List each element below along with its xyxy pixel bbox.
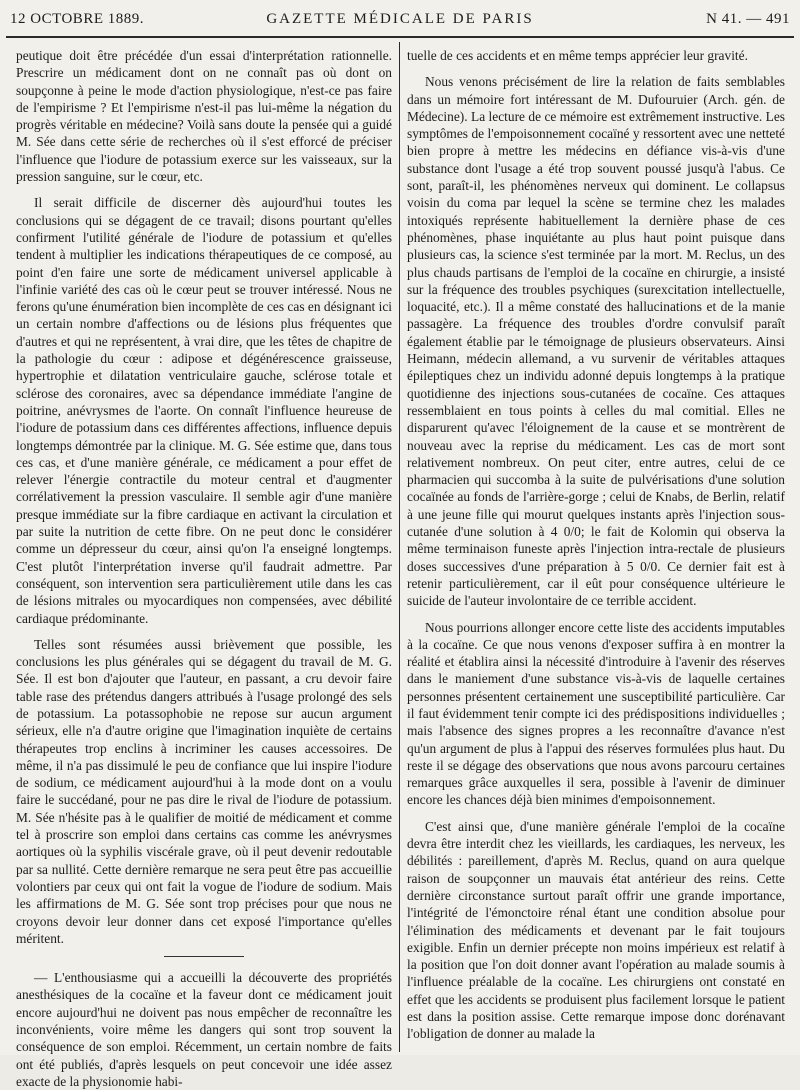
- paragraph-cocaine-intro: — L'enthousiasme qui a accueilli la découverte des propriétés anesthésiques de la cocaïne et la faveur dont ce médicament jouit encore aujourd'hui ne doivent pas nous empêcher de reconnaître les inconvénients, voire même les dangers qui sont trop souvent la conséquence de son emploi. Récemment, un certain nombre de faits ont été publiés, d'après lesquels on peut concevoir une idée assez exacte de la physionomie habi-: [16, 970, 392, 1089]
- journal-title: GAZETTE MÉDICALE DE PARIS: [266, 11, 534, 27]
- right-column: [407, 47, 785, 1047]
- paragraph-contraindications: C'est ainsi que, d'une manière générale l'emploi de la cocaïne devra être interdit chez les vieillards, les cardiaques, les nerveux, les débilités : pareillement, d'après M. Reclus, quand on aura quelque raison de soupçonner un mauvais état antérieur des reins. Cette dernière circonstance surtout paraît offrir une grande importance, l'intégrité de l'émonctoire rénal étant une condition absolue pour l'élimination des médicaments et devenant par le fait toujours exigible. Enfin un dernier précepte non moins impérieux est relatif à la position que l'on doit donner avant l'opération au malade soumis à l'influence préalable de la cocaïne. Les chirurgiens ont constaté en effet que les accidents se produisent plus facilement lorsque le patient est dans la position assise. Cette remarque impose donc dorénavant l'obligation de donner au malade la: [407, 818, 785, 1042]
- left-column: [16, 47, 392, 1089]
- paragraph-continuation: tuelle de ces accidents et en même temps apprécier leur gravité.: [407, 48, 748, 63]
- page-header: [10, 9, 790, 29]
- header-rule: [6, 36, 794, 38]
- issue-and-page-number: N 41. — 491: [706, 11, 790, 27]
- paragraph-iodide-indications: Il serait difficile de discerner dès aujourd'hui toutes les conclusions qui se dégagent de ce travail; disons pourtant qu'elles confirment l'utilité générale de l'iodure de potassium et qu'elles tendent à multiplier les indications thérapeutiques de ce composé, au point d'en faire une sorte de médicament universel applicable à l'infinie variété des cas où le cœur peut se trouver intéressé. Nous ne ferons qu'une énumération bien incomplète de ces cas en désignant ici un certain nombre d'affections ou de lésions plus fréquentes que d'autres et qui ne représentent, à vrai dire, que les têtes de chapitre de la pathologie du cœur : adipose et dégénérescence graisseuse, hypertrophie et dilatation ventriculaire gauche, sclérose totale et sclérose des coronaires, avec sa dépendance immédiate l'angine de poitrine, anévrysmes de l'aorte. On connaît l'influence heureuse de l'iodure de potassium dans ces différentes affections, influence depuis longtemps démontrée par la clinique. M. G. Sée estime que, dans tous ces cas, et d'une manière générale, ce médicament a pour effet de relever l'énergie contractile du moteur central et d'augmenter corrélativement la pression vasculaire. Il semble agir d'une manière presque immédiate sur la fibre cardiaque en activant la circulation et par suite la nutrition de cette fibre. On ne peut donc le considérer comme un dépresseur du cœur, ainsi qu'on l'a enseigné longtemps. C'est plutôt l'interprétation inverse qu'il faudrait admettre. Par conséquent, son intervention sera particulièrement utile dans les cas de lésions mitrales ou myocardiques non compensées, avec débilité cardiaque prédominante.: [16, 195, 392, 626]
- paragraph-conclusions: Telles sont résumées aussi brièvement que possible, les conclusions les plus générales qui se dégagent du travail de M. G. Sée. Il est bon d'ajouter que l'auteur, en passant, a cru devoir faire table rase des prétendus dangers attribués à l'usage prolongé des sels de potassium. La potassophobie ne repose sur aucun argument sérieux, elle n'a d'autre origine que l'imagination inquiète de certains thérapeutes trop enclins à incriminer les causes accessoires. De même, il n'a pas dissimulé le peu de confiance que lui inspire l'iodure de sodium, ce médicament aujourd'hui à la mode dont on a voulu faire le succédané, pour ne pas dire le rival de l'iodure de potassium. M. Sée n'hésite pas à le qualifier de moitié de médicament et comme tel à proscrire son emploi dans certains cas comme les anévrysmes aortiques où la syphilis viscérale grave, où il peut devenir redoutable par sa nullité. Cette dernière remarque ne sera peut être pas accueillie volontiers par ceux qui ont fait la vogue de l'iodure de sodium. Mais les affirmations de M. G. Sée sont trop précises pour que nous ne croyons devoir leur donner dans cet exposé l'importance qu'elles méritent.: [16, 636, 392, 946]
- paragraph-accidents-list: Nous pourrions allonger encore cette liste des accidents imputables à la cocaïne. Ce que nous venons d'exposer suffira à en montrer la réalité et établira ainsi la nécessité d'introduire à l'avenir des réserves dans le maniement d'une substance vis-à-vis de laquelle certaines personnes présentent certainement une susceptibilité particulière. Car il faut évidemment tenir compte ici des prédispositions individuelles ; mais l'absence des signes propres a les reconnaître d'avance n'est qu'un argument de plus à l'appui des réserves formulées plus haut. Du reste il se dégage des observations que nous avons parcouru certaines remarques grâce auxquelles il sera, possible à l'avenir de diminuer encore les chances déjà bien minimes d'empoisonnement.: [407, 619, 785, 808]
- section-separator: [164, 956, 244, 957]
- paragraph-dufournier-memoir: Nous venons précisément de lire la relation de faits semblables dans un mémoire fort intéressant de M. Dufouruier (Arch. gén. de Médecine). La lecture de ce mémoire est extrêmement instructive. Les symptômes de l'empoisonnement cocaïné y ressortent avec une netteté bien propre à mettre les médecins en défiance vis-à-vis d'une substance dont l'usage a été trop souvent poussé jusqu'à l'abus. Ce sont, paraît-il, les phénomènes nerveux qui dominent. Le collapsus voisin du coma par lequel la scène se termine chez les malades intoxiqués représente habituellement la dernière phase de ces phénomènes, phase inquiétante au plus haut point puisque dans plusieurs cas, la science s'est terminée par la mort. M. Reclus, un des plus chauds partisans de l'emploi de la cocaïne en chirurgie, a insisté sur la fréquence des troubles psychiques (surexcitation intellectuelle, loquacité, etc.). Il a même constaté des hallucinations et de la manie passagère. La fréquence des troubles d'ordre convulsif paraît également établie par le témoignage de plusieurs observateurs. Ainsi Heimann, médecin allemand, a vu survenir de véritables attaques épileptiques chez un individu adonné depuis longtemps à la pratique quotidienne des injections sous-cutanées de cocaïne. Ces attaques ressemblaient en tous points à celles du mal comitial. Elles ne disparurent qu'avec l'éloignement de la cause et se montrèrent de nouveau avec la reprise du médicament. Les cas de mort sont relativement nombreux. On peut citer, entre autres, celui de ce pharmacien qui succomba à la suite de pulvérisations d'une solution cocaïnée au fonds de l'arrière-gorge ; celui de Knabs, de Berlin, relatif à une jeune fille qui mourut quelques instants après l'injection sous-cutanée d'une solution à 4 0/0; le fait de Kolomin qui observa la même terminaison funeste après l'injection intra-rectale de plusieurs doses successives d'une préparation à 5 0/0. Ce dernier fait est à retenir particulièrement, car il eût pour conséquence ultérieure le suicide de l'auteur involontaire de ce terrible accident.: [407, 74, 785, 609]
- column-divider: [399, 42, 400, 1052]
- paragraph-empiricism: peutique doit être précédée d'un essai d'interprétation rationnelle. Prescrire un médicament dont on ne connaît pas où dont on soupçonne à peine le mode d'action physiologique, n'est-ce pas faire de l'empirisme ? Et l'empirisme n'est-il pas lui-même la négation du progrès véritable en médecine? Voilà sans doute la pensée qui a guidé M. Sée dans cette série de recherches où il s'est efforcé de préciser l'influence que l'iodure de potassium exerce sur les vaisseaux, sur la pression sanguine, sur le cœur, etc.: [16, 48, 392, 185]
- header-date: 12 OCTOBRE 1889.: [10, 11, 144, 27]
